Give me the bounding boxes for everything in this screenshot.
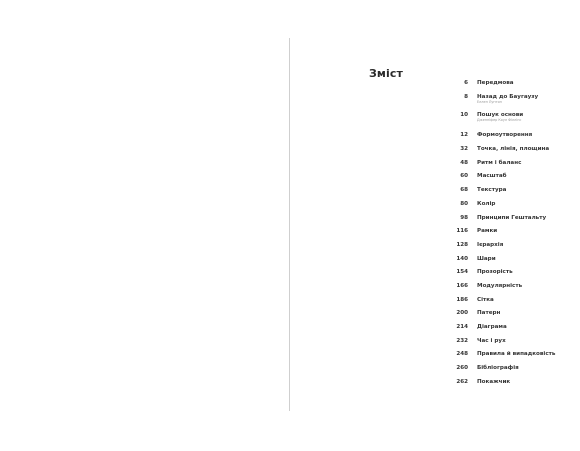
toc-entry: [0, 256, 580, 268]
toc-entry-title: Прозорість: [477, 269, 513, 275]
toc-entry-title: Текстура: [477, 187, 507, 193]
toc-entry: [0, 146, 580, 158]
toc-page-number: 8: [464, 94, 468, 100]
toc-entry-title: Колір: [477, 201, 496, 207]
toc-entry: [0, 112, 580, 124]
toc-page-number: 80: [460, 201, 468, 207]
toc-entry: [0, 310, 580, 322]
toc-page-number: 128: [456, 242, 468, 248]
toc-entry: [0, 80, 580, 92]
toc-page-number: 6: [464, 80, 468, 86]
toc-entry-title: Формоутворення: [477, 132, 533, 138]
toc-entry-title: Бібліографія: [477, 365, 519, 371]
toc-page-number: 32: [460, 146, 468, 152]
toc-entry-title: Час і рух: [477, 338, 506, 344]
toc-entry: [0, 379, 580, 391]
toc-page-number: 12: [460, 132, 468, 138]
toc-entry: [0, 132, 580, 144]
toc-page-number: 214: [456, 324, 468, 330]
toc-entry-title: Ієрархія: [477, 242, 504, 248]
toc-page-number: 116: [456, 228, 468, 234]
toc-entry: [0, 215, 580, 227]
toc-entry: [0, 269, 580, 281]
toc-entry-title: Діаграма: [477, 324, 507, 330]
toc-entry: [0, 351, 580, 363]
toc-entry: [0, 283, 580, 295]
toc-page-number: 186: [456, 297, 468, 303]
toc-page-number: 260: [456, 365, 468, 371]
toc-entry-title: Шари: [477, 256, 496, 262]
toc-entry: [0, 242, 580, 254]
toc-entry: [0, 324, 580, 336]
toc-entry-author: Еллен Луптон: [477, 100, 502, 104]
toc-entry-title: Точка, лінія, площина: [477, 146, 550, 152]
toc-entry-title: Пошук основи: [477, 112, 524, 118]
toc-entry-title: Патерн: [477, 310, 501, 316]
toc-entry: [0, 94, 580, 106]
toc-entry: [0, 201, 580, 213]
toc-page-number: 232: [456, 338, 468, 344]
toc-heading: Зміст: [369, 67, 403, 80]
toc-entry-title: Ритм і баланс: [477, 160, 522, 166]
toc-page-number: 48: [460, 160, 468, 166]
toc-entry: [0, 160, 580, 172]
toc-page-number: 200: [456, 310, 468, 316]
toc-page-number: 154: [456, 269, 468, 275]
toc-entry: [0, 338, 580, 350]
toc-page-number: 248: [456, 351, 468, 357]
toc-entry-title: Масштаб: [477, 173, 507, 179]
toc-entry: [0, 228, 580, 240]
toc-entry: [0, 297, 580, 309]
toc-page-number: 140: [456, 256, 468, 262]
toc-page-number: 10: [460, 112, 468, 118]
toc-entry: [0, 187, 580, 199]
toc-page-number: 60: [460, 173, 468, 179]
toc-page-number: 166: [456, 283, 468, 289]
toc-page-number: 98: [460, 215, 468, 221]
toc-entry-title: Сітка: [477, 297, 494, 303]
toc-entry-title: Правила й випадковість: [477, 351, 556, 357]
toc-entry-title: Назад до Баугаузу: [477, 94, 539, 100]
toc-page-number: 262: [456, 379, 468, 385]
toc-entry: [0, 173, 580, 185]
toc-entry: [0, 365, 580, 377]
toc-entry-title: Передмова: [477, 80, 514, 86]
toc-entry-title: Модулярність: [477, 283, 523, 289]
toc-entry-title: Рамки: [477, 228, 498, 234]
toc-page-number: 68: [460, 187, 468, 193]
toc-entry-author: Дженніфер Коул Філліпс: [477, 118, 522, 122]
toc-entry-title: Покажчик: [477, 379, 511, 385]
toc-entry-title: Принципи Гештальту: [477, 215, 547, 221]
